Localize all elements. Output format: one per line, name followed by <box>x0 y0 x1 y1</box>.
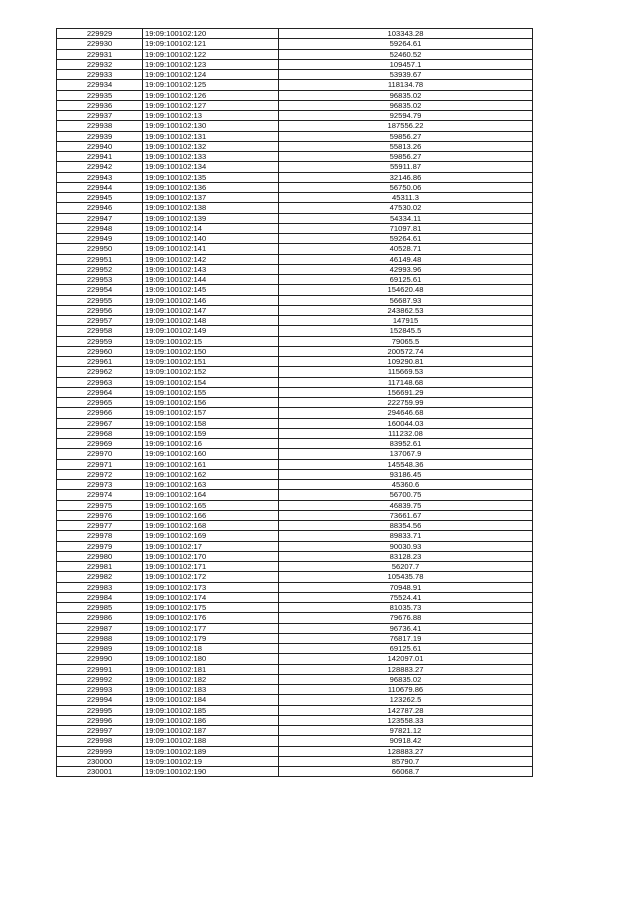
row-id-cell: 229959 <box>57 336 143 346</box>
row-id-cell: 229987 <box>57 623 143 633</box>
table-row <box>57 695 533 705</box>
table-row <box>57 685 533 695</box>
timestamp-cell: 19:09:100102:171 <box>143 562 279 572</box>
value-cell: 110679.86 <box>279 685 533 695</box>
timestamp-cell: 19:09:100102:15 <box>143 336 279 346</box>
value-cell: 90030.93 <box>279 541 533 551</box>
timestamp-cell: 19:09:100102:159 <box>143 428 279 438</box>
table-row <box>57 162 533 172</box>
timestamp-cell: 19:09:100102:16 <box>143 439 279 449</box>
value-cell: 56687.93 <box>279 295 533 305</box>
value-cell: 96835.02 <box>279 674 533 684</box>
table-row <box>57 408 533 418</box>
row-id-cell: 229977 <box>57 521 143 531</box>
value-cell: 56207.7 <box>279 562 533 572</box>
table-row <box>57 736 533 746</box>
value-cell: 73661.67 <box>279 510 533 520</box>
row-id-cell: 229985 <box>57 603 143 613</box>
value-cell: 243862.53 <box>279 305 533 315</box>
timestamp-cell: 19:09:100102:124 <box>143 70 279 80</box>
value-cell: 93186.45 <box>279 469 533 479</box>
table-row <box>57 111 533 121</box>
timestamp-cell: 19:09:100102:174 <box>143 592 279 602</box>
table-row <box>57 49 533 59</box>
row-id-cell: 229996 <box>57 715 143 725</box>
value-cell: 109457.1 <box>279 59 533 69</box>
row-id-cell: 229986 <box>57 613 143 623</box>
timestamp-cell: 19:09:100102:155 <box>143 387 279 397</box>
table-row <box>57 172 533 182</box>
row-id-cell: 229937 <box>57 111 143 121</box>
timestamp-cell: 19:09:100102:156 <box>143 398 279 408</box>
table-row <box>57 203 533 213</box>
table-row <box>57 674 533 684</box>
timestamp-cell: 19:09:100102:184 <box>143 695 279 705</box>
timestamp-cell: 19:09:100102:179 <box>143 633 279 643</box>
timestamp-cell: 19:09:100102:183 <box>143 685 279 695</box>
row-id-cell: 229933 <box>57 70 143 80</box>
row-id-cell: 229930 <box>57 39 143 49</box>
table-row <box>57 70 533 80</box>
value-cell: 79676.88 <box>279 613 533 623</box>
timestamp-cell: 19:09:100102:180 <box>143 654 279 664</box>
row-id-cell: 229932 <box>57 59 143 69</box>
row-id-cell: 229965 <box>57 398 143 408</box>
timestamp-cell: 19:09:100102:168 <box>143 521 279 531</box>
row-id-cell: 229994 <box>57 695 143 705</box>
row-id-cell: 229956 <box>57 305 143 315</box>
timestamp-cell: 19:09:100102:123 <box>143 59 279 69</box>
table-row <box>57 582 533 592</box>
row-id-cell: 229982 <box>57 572 143 582</box>
row-id-cell: 229999 <box>57 746 143 756</box>
data-table <box>56 28 533 777</box>
timestamp-cell: 19:09:100102:14 <box>143 223 279 233</box>
timestamp-cell: 19:09:100102:135 <box>143 172 279 182</box>
row-id-cell: 229941 <box>57 152 143 162</box>
table-row <box>57 326 533 336</box>
table-row <box>57 305 533 315</box>
timestamp-cell: 19:09:100102:141 <box>143 244 279 254</box>
timestamp-cell: 19:09:100102:145 <box>143 285 279 295</box>
table-row <box>57 644 533 654</box>
row-id-cell: 229990 <box>57 654 143 664</box>
timestamp-cell: 19:09:100102:187 <box>143 726 279 736</box>
timestamp-cell: 19:09:100102:139 <box>143 213 279 223</box>
value-cell: 70948.91 <box>279 582 533 592</box>
table-row <box>57 398 533 408</box>
timestamp-cell: 19:09:100102:13 <box>143 111 279 121</box>
table-row <box>57 59 533 69</box>
row-id-cell: 229940 <box>57 141 143 151</box>
timestamp-cell: 19:09:100102:122 <box>143 49 279 59</box>
value-cell: 69125.61 <box>279 275 533 285</box>
row-id-cell: 229970 <box>57 449 143 459</box>
table-row <box>57 490 533 500</box>
value-cell: 115669.53 <box>279 367 533 377</box>
row-id-cell: 230000 <box>57 756 143 766</box>
timestamp-cell: 19:09:100102:142 <box>143 254 279 264</box>
row-id-cell: 229936 <box>57 100 143 110</box>
table-row <box>57 182 533 192</box>
value-cell: 128883.27 <box>279 746 533 756</box>
timestamp-cell: 19:09:100102:154 <box>143 377 279 387</box>
timestamp-cell: 19:09:100102:169 <box>143 531 279 541</box>
value-cell: 83128.23 <box>279 551 533 561</box>
value-cell: 118134.78 <box>279 80 533 90</box>
timestamp-cell: 19:09:100102:125 <box>143 80 279 90</box>
timestamp-cell: 19:09:100102:175 <box>143 603 279 613</box>
value-cell: 66068.7 <box>279 767 533 777</box>
row-id-cell: 229984 <box>57 592 143 602</box>
table-row <box>57 193 533 203</box>
row-id-cell: 229943 <box>57 172 143 182</box>
table-row <box>57 746 533 756</box>
value-cell: 154620.48 <box>279 285 533 295</box>
value-cell: 76817.19 <box>279 633 533 643</box>
table-row <box>57 152 533 162</box>
table-row <box>57 336 533 346</box>
timestamp-cell: 19:09:100102:121 <box>143 39 279 49</box>
row-id-cell: 229944 <box>57 182 143 192</box>
timestamp-cell: 19:09:100102:165 <box>143 500 279 510</box>
timestamp-cell: 19:09:100102:126 <box>143 90 279 100</box>
table-row <box>57 213 533 223</box>
table-row <box>57 459 533 469</box>
table-row <box>57 418 533 428</box>
value-cell: 92594.79 <box>279 111 533 121</box>
table-row <box>57 715 533 725</box>
table-row <box>57 295 533 305</box>
table-row <box>57 223 533 233</box>
table-row <box>57 131 533 141</box>
row-id-cell: 229958 <box>57 326 143 336</box>
table-row <box>57 244 533 254</box>
timestamp-cell: 19:09:100102:144 <box>143 275 279 285</box>
timestamp-cell: 19:09:100102:18 <box>143 644 279 654</box>
table-row <box>57 439 533 449</box>
value-cell: 45311.3 <box>279 193 533 203</box>
table-row <box>57 141 533 151</box>
table-row <box>57 562 533 572</box>
timestamp-cell: 19:09:100102:160 <box>143 449 279 459</box>
row-id-cell: 229938 <box>57 121 143 131</box>
timestamp-cell: 19:09:100102:188 <box>143 736 279 746</box>
table-row <box>57 39 533 49</box>
value-cell: 83952.61 <box>279 439 533 449</box>
row-id-cell: 229967 <box>57 418 143 428</box>
timestamp-cell: 19:09:100102:176 <box>143 613 279 623</box>
value-cell: 59264.61 <box>279 234 533 244</box>
row-id-cell: 229950 <box>57 244 143 254</box>
value-cell: 69125.61 <box>279 644 533 654</box>
row-id-cell: 229948 <box>57 223 143 233</box>
value-cell: 32146.86 <box>279 172 533 182</box>
value-cell: 128883.27 <box>279 664 533 674</box>
value-cell: 137067.9 <box>279 449 533 459</box>
value-cell: 56750.06 <box>279 182 533 192</box>
timestamp-cell: 19:09:100102:149 <box>143 326 279 336</box>
value-cell: 90918.42 <box>279 736 533 746</box>
table-row <box>57 357 533 367</box>
table-row <box>57 592 533 602</box>
row-id-cell: 229942 <box>57 162 143 172</box>
timestamp-cell: 19:09:100102:162 <box>143 469 279 479</box>
row-id-cell: 229992 <box>57 674 143 684</box>
table-row <box>57 551 533 561</box>
row-id-cell: 229946 <box>57 203 143 213</box>
timestamp-cell: 19:09:100102:17 <box>143 541 279 551</box>
table-row <box>57 449 533 459</box>
value-cell: 142787.28 <box>279 705 533 715</box>
table-row <box>57 275 533 285</box>
row-id-cell: 229976 <box>57 510 143 520</box>
row-id-cell: 229988 <box>57 633 143 643</box>
row-id-cell: 229934 <box>57 80 143 90</box>
table-row <box>57 428 533 438</box>
row-id-cell: 229945 <box>57 193 143 203</box>
value-cell: 160044.03 <box>279 418 533 428</box>
timestamp-cell: 19:09:100102:137 <box>143 193 279 203</box>
value-cell: 45360.6 <box>279 480 533 490</box>
value-cell: 96835.02 <box>279 100 533 110</box>
value-cell: 55911.87 <box>279 162 533 172</box>
table-row <box>57 387 533 397</box>
table-row <box>57 767 533 777</box>
row-id-cell: 229957 <box>57 316 143 326</box>
table-row <box>57 80 533 90</box>
table-row <box>57 633 533 643</box>
row-id-cell: 229947 <box>57 213 143 223</box>
value-cell: 40528.71 <box>279 244 533 254</box>
value-cell: 145548.36 <box>279 459 533 469</box>
value-cell: 53939.67 <box>279 70 533 80</box>
timestamp-cell: 19:09:100102:172 <box>143 572 279 582</box>
table-row <box>57 90 533 100</box>
row-id-cell: 229978 <box>57 531 143 541</box>
value-cell: 294646.68 <box>279 408 533 418</box>
timestamp-cell: 19:09:100102:138 <box>143 203 279 213</box>
row-id-cell: 229975 <box>57 500 143 510</box>
timestamp-cell: 19:09:100102:147 <box>143 305 279 315</box>
timestamp-cell: 19:09:100102:181 <box>143 664 279 674</box>
value-cell: 142097.01 <box>279 654 533 664</box>
table-row <box>57 654 533 664</box>
table-row <box>57 234 533 244</box>
timestamp-cell: 19:09:100102:140 <box>143 234 279 244</box>
value-cell: 123558.33 <box>279 715 533 725</box>
value-cell: 147915 <box>279 316 533 326</box>
timestamp-cell: 19:09:100102:127 <box>143 100 279 110</box>
table-row <box>57 500 533 510</box>
table-row <box>57 29 533 39</box>
value-cell: 56700.75 <box>279 490 533 500</box>
value-cell: 55813.26 <box>279 141 533 151</box>
value-cell: 75524.41 <box>279 592 533 602</box>
value-cell: 123262.5 <box>279 695 533 705</box>
timestamp-cell: 19:09:100102:166 <box>143 510 279 520</box>
table-row <box>57 121 533 131</box>
row-id-cell: 229931 <box>57 49 143 59</box>
row-id-cell: 229993 <box>57 685 143 695</box>
value-cell: 59856.27 <box>279 131 533 141</box>
timestamp-cell: 19:09:100102:136 <box>143 182 279 192</box>
table-row <box>57 346 533 356</box>
timestamp-cell: 19:09:100102:161 <box>143 459 279 469</box>
row-id-cell: 229973 <box>57 480 143 490</box>
row-id-cell: 229962 <box>57 367 143 377</box>
value-cell: 46839.75 <box>279 500 533 510</box>
timestamp-cell: 19:09:100102:170 <box>143 551 279 561</box>
table-row <box>57 613 533 623</box>
timestamp-cell: 19:09:100102:130 <box>143 121 279 131</box>
value-cell: 89833.71 <box>279 531 533 541</box>
table-row <box>57 285 533 295</box>
row-id-cell: 229955 <box>57 295 143 305</box>
row-id-cell: 229951 <box>57 254 143 264</box>
row-id-cell: 229974 <box>57 490 143 500</box>
value-cell: 81035.73 <box>279 603 533 613</box>
value-cell: 71097.81 <box>279 223 533 233</box>
value-cell: 117148.68 <box>279 377 533 387</box>
timestamp-cell: 19:09:100102:146 <box>143 295 279 305</box>
timestamp-cell: 19:09:100102:186 <box>143 715 279 725</box>
row-id-cell: 229997 <box>57 726 143 736</box>
value-cell: 59264.61 <box>279 39 533 49</box>
value-cell: 79065.5 <box>279 336 533 346</box>
row-id-cell: 230001 <box>57 767 143 777</box>
table-row <box>57 510 533 520</box>
table-body <box>57 29 533 777</box>
table-row <box>57 521 533 531</box>
value-cell: 105435.78 <box>279 572 533 582</box>
value-cell: 152845.5 <box>279 326 533 336</box>
table-row <box>57 756 533 766</box>
row-id-cell: 229949 <box>57 234 143 244</box>
timestamp-cell: 19:09:100102:158 <box>143 418 279 428</box>
row-id-cell: 229991 <box>57 664 143 674</box>
value-cell: 47530.02 <box>279 203 533 213</box>
value-cell: 103343.28 <box>279 29 533 39</box>
row-id-cell: 229972 <box>57 469 143 479</box>
value-cell: 222759.99 <box>279 398 533 408</box>
table-row <box>57 726 533 736</box>
value-cell: 46149.48 <box>279 254 533 264</box>
table-row <box>57 316 533 326</box>
row-id-cell: 229964 <box>57 387 143 397</box>
timestamp-cell: 19:09:100102:173 <box>143 582 279 592</box>
table-row <box>57 264 533 274</box>
row-id-cell: 229968 <box>57 428 143 438</box>
timestamp-cell: 19:09:100102:164 <box>143 490 279 500</box>
timestamp-cell: 19:09:100102:132 <box>143 141 279 151</box>
timestamp-cell: 19:09:100102:150 <box>143 346 279 356</box>
row-id-cell: 229929 <box>57 29 143 39</box>
value-cell: 111232.08 <box>279 428 533 438</box>
value-cell: 96835.02 <box>279 90 533 100</box>
row-id-cell: 229954 <box>57 285 143 295</box>
row-id-cell: 229989 <box>57 644 143 654</box>
row-id-cell: 229998 <box>57 736 143 746</box>
row-id-cell: 229983 <box>57 582 143 592</box>
row-id-cell: 229971 <box>57 459 143 469</box>
timestamp-cell: 19:09:100102:182 <box>143 674 279 684</box>
value-cell: 109290.81 <box>279 357 533 367</box>
timestamp-cell: 19:09:100102:151 <box>143 357 279 367</box>
table-row <box>57 100 533 110</box>
row-id-cell: 229969 <box>57 439 143 449</box>
table-row <box>57 531 533 541</box>
row-id-cell: 229963 <box>57 377 143 387</box>
row-id-cell: 229935 <box>57 90 143 100</box>
row-id-cell: 229952 <box>57 264 143 274</box>
value-cell: 96736.41 <box>279 623 533 633</box>
table-row <box>57 254 533 264</box>
timestamp-cell: 19:09:100102:133 <box>143 152 279 162</box>
timestamp-cell: 19:09:100102:189 <box>143 746 279 756</box>
value-cell: 97821.12 <box>279 726 533 736</box>
table-row <box>57 367 533 377</box>
table-row <box>57 480 533 490</box>
row-id-cell: 229966 <box>57 408 143 418</box>
table-row <box>57 541 533 551</box>
table-row <box>57 623 533 633</box>
row-id-cell: 229939 <box>57 131 143 141</box>
row-id-cell: 229961 <box>57 357 143 367</box>
timestamp-cell: 19:09:100102:157 <box>143 408 279 418</box>
timestamp-cell: 19:09:100102:131 <box>143 131 279 141</box>
timestamp-cell: 19:09:100102:134 <box>143 162 279 172</box>
row-id-cell: 229953 <box>57 275 143 285</box>
timestamp-cell: 19:09:100102:120 <box>143 29 279 39</box>
table-row <box>57 664 533 674</box>
value-cell: 200572.74 <box>279 346 533 356</box>
row-id-cell: 229995 <box>57 705 143 715</box>
table-row <box>57 469 533 479</box>
timestamp-cell: 19:09:100102:190 <box>143 767 279 777</box>
timestamp-cell: 19:09:100102:152 <box>143 367 279 377</box>
timestamp-cell: 19:09:100102:19 <box>143 756 279 766</box>
value-cell: 88354.56 <box>279 521 533 531</box>
timestamp-cell: 19:09:100102:163 <box>143 480 279 490</box>
table-row <box>57 572 533 582</box>
timestamp-cell: 19:09:100102:148 <box>143 316 279 326</box>
timestamp-cell: 19:09:100102:185 <box>143 705 279 715</box>
row-id-cell: 229979 <box>57 541 143 551</box>
value-cell: 54334.11 <box>279 213 533 223</box>
value-cell: 85790.7 <box>279 756 533 766</box>
value-cell: 52460.52 <box>279 49 533 59</box>
value-cell: 42993.96 <box>279 264 533 274</box>
timestamp-cell: 19:09:100102:177 <box>143 623 279 633</box>
row-id-cell: 229980 <box>57 551 143 561</box>
row-id-cell: 229960 <box>57 346 143 356</box>
value-cell: 59856.27 <box>279 152 533 162</box>
table-row <box>57 705 533 715</box>
value-cell: 187556.22 <box>279 121 533 131</box>
row-id-cell: 229981 <box>57 562 143 572</box>
table-row <box>57 603 533 613</box>
value-cell: 156691.29 <box>279 387 533 397</box>
timestamp-cell: 19:09:100102:143 <box>143 264 279 274</box>
table-row <box>57 377 533 387</box>
